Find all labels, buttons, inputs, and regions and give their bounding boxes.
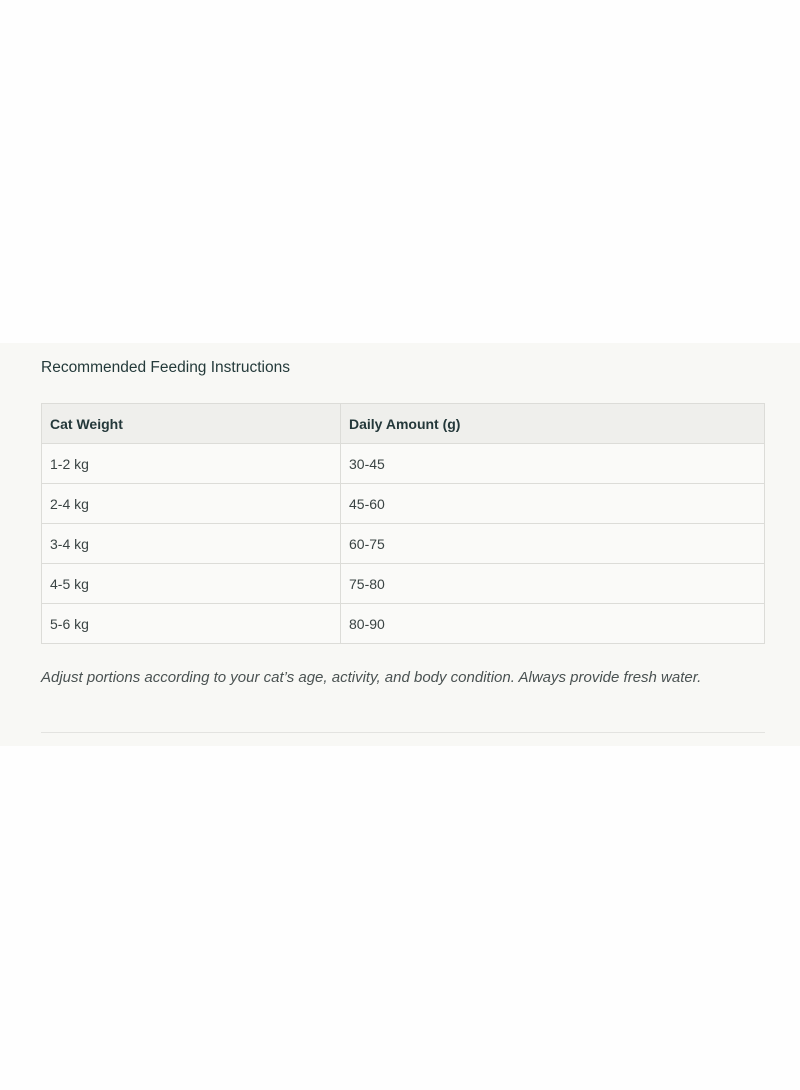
weight-cell: 5-6 kg — [42, 604, 341, 644]
table-row — [42, 524, 765, 564]
table-row — [42, 564, 765, 604]
amount-cell: 75-80 — [341, 564, 765, 604]
weight-cell: 1-2 kg — [42, 444, 341, 484]
feeding-table — [41, 403, 765, 644]
header-daily-amount: Daily Amount (g) — [341, 404, 765, 444]
weight-cell: 2-4 kg — [42, 484, 341, 524]
weight-cell: 3-4 kg — [42, 524, 341, 564]
table-row — [42, 444, 765, 484]
amount-cell: 80-90 — [341, 604, 765, 644]
weight-cell: 4-5 kg — [42, 564, 341, 604]
table-header-row — [42, 404, 765, 444]
divider — [41, 732, 765, 733]
amount-cell: 60-75 — [341, 524, 765, 564]
header-cat-weight: Cat Weight — [42, 404, 341, 444]
amount-cell: 45-60 — [341, 484, 765, 524]
table-row — [42, 604, 765, 644]
amount-cell: 30-45 — [341, 444, 765, 484]
table-row — [42, 484, 765, 524]
section-title: Recommended Feeding Instructions — [41, 359, 290, 376]
feeding-note: Adjust portions according to your cat’s age, activity, and body condition. Always provide fresh water. — [41, 669, 702, 686]
